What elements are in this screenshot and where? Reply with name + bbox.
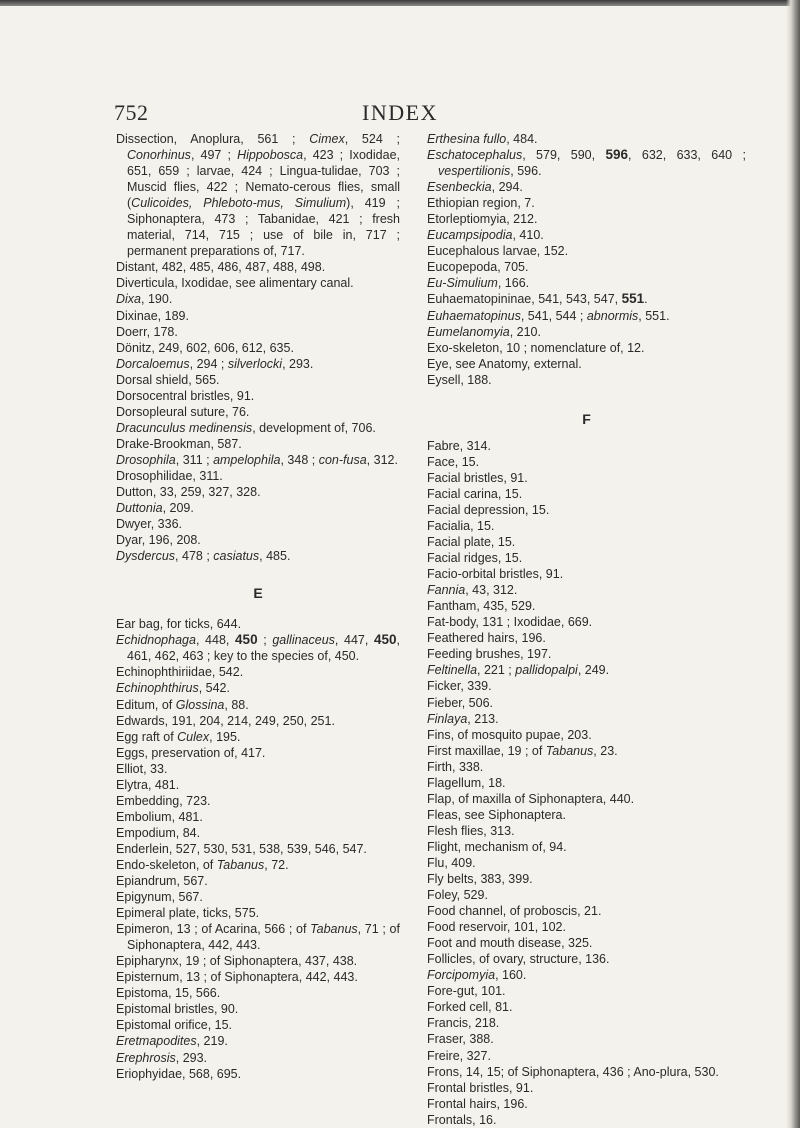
italic-term: Culicoides, Phleboto-mus, Simulium — [131, 196, 347, 211]
index-entry — [427, 550, 746, 566]
bold-page-ref: 450 — [235, 632, 258, 648]
entry-text: Drake-Brookman, 587. — [116, 436, 242, 451]
italic-term: gallinaceus — [272, 633, 335, 648]
entry-text: Facial carina, 15. — [427, 486, 523, 501]
entry-text: Dyar, 196, 208. — [116, 533, 201, 548]
index-entry — [116, 1017, 400, 1033]
entry-text: , 210. — [509, 324, 541, 339]
index-entry — [116, 616, 400, 632]
entry-text: Embedding, 723. — [116, 793, 211, 808]
index-entry — [427, 179, 746, 195]
entry-text: Flu, 409. — [427, 855, 476, 870]
index-entry — [116, 1033, 400, 1049]
entry-text: Echinophthiriidae, 542. — [116, 665, 244, 680]
entry-text: , 410. — [512, 228, 544, 243]
index-entry — [427, 470, 746, 486]
entry-text: , 311 ; — [175, 452, 214, 467]
entry-text: Distant, 482, 485, 486, 487, 488, 498. — [116, 260, 326, 275]
entry-text: Ficker, 339. — [427, 679, 492, 694]
entry-text: , 485. — [259, 549, 291, 564]
entry-text: , 43, 312. — [465, 583, 518, 598]
entry-text: Follicles, of ovary, structure, 136. — [427, 952, 610, 967]
index-entry — [427, 1080, 746, 1096]
entry-text: First maxillae, 19 ; of — [427, 743, 546, 758]
entry-text: Eysell, 188. — [427, 372, 492, 387]
index-entry — [427, 919, 746, 935]
entry-text: , 166. — [497, 276, 530, 291]
bold-page-ref: 450 — [374, 632, 397, 648]
index-entry — [427, 243, 746, 259]
index-entry — [116, 857, 400, 873]
italic-term: Dixa — [116, 292, 142, 307]
index-entry — [427, 967, 746, 983]
index-entry — [116, 548, 400, 564]
index-entry — [427, 147, 746, 179]
index-entry — [427, 486, 746, 502]
index-entry — [427, 903, 746, 919]
entry-text: Diverticula, Ixodidae, see alimentary canal. — [116, 276, 354, 291]
index-entry — [427, 855, 746, 871]
index-entry — [116, 404, 400, 420]
entry-text: Food reservoir, 101, 102. — [427, 920, 566, 935]
entry-text: Doerr, 178. — [116, 324, 178, 339]
italic-term: Dorcaloemus — [116, 356, 190, 371]
entry-text: , 71 ; of Siphonaptera, 442, 443. — [127, 922, 400, 953]
entry-text: Etorleptiomyia, 212. — [427, 212, 538, 227]
entry-text: , 524 ; — [344, 132, 400, 146]
index-entry — [427, 275, 746, 291]
entry-text: , 541, 544 ; — [520, 308, 587, 323]
italic-term: abnormis — [586, 308, 639, 323]
italic-term: Drosophila — [116, 452, 176, 467]
page-top-edge-shadow — [0, 0, 800, 6]
entry-text: , 461, 462, 463 ; key to the species of, 450. — [127, 633, 401, 664]
entry-text: Eye, see Anatomy, external. — [427, 356, 582, 371]
index-entry — [427, 662, 746, 678]
entry-text: Dorsopleural suture, 76. — [116, 404, 250, 419]
index-entry — [116, 809, 400, 825]
entry-text: Episternum, 13 ; of Siphonaptera, 442, 443. — [116, 970, 358, 985]
entry-text: Eriophyidae, 568, 695. — [116, 1066, 242, 1081]
entry-text: , 447, — [334, 633, 375, 648]
index-entry — [427, 759, 746, 775]
index-entry — [116, 420, 400, 436]
index-entry — [427, 1112, 746, 1128]
entry-text: Facial depression, 15. — [427, 502, 550, 517]
index-entry — [116, 131, 400, 259]
entry-text: ; — [257, 633, 273, 648]
entry-text: Frons, 14, 15; of Siphonaptera, 436 ; Ano-plura, 530. — [427, 1064, 719, 1079]
index-entry — [427, 308, 746, 324]
index-entry — [116, 516, 400, 532]
entry-text: Flight, mechanism of, 94. — [427, 839, 567, 854]
entry-text: , 190. — [141, 292, 173, 307]
entry-text: Fraser, 388. — [427, 1032, 494, 1047]
index-entry — [116, 532, 400, 548]
entry-text: , 348 ; — [280, 452, 319, 467]
entry-text: Egg raft of — [116, 729, 178, 744]
entry-text: Foot and mouth disease, 325. — [427, 936, 593, 951]
index-entry — [427, 630, 746, 646]
entry-text: Epistoma, 15, 566. — [116, 986, 221, 1001]
entry-text: Eggs, preservation of, 417. — [116, 745, 266, 760]
italic-term: Glossina — [175, 697, 225, 712]
index-entry — [427, 775, 746, 791]
entry-text: Frontal hairs, 196. — [427, 1096, 528, 1111]
italic-term: Eschatocephalus — [427, 148, 523, 163]
index-entry — [116, 841, 400, 857]
italic-term: Cimex — [309, 132, 345, 146]
entry-text: , 484. — [506, 132, 538, 146]
entry-text: Facio-orbital bristles, 91. — [427, 567, 564, 582]
entry-text: Flesh flies, 313. — [427, 823, 515, 838]
index-entry — [427, 1064, 746, 1080]
index-entry — [116, 713, 400, 729]
italic-term: Tabanus — [310, 922, 358, 937]
entry-text: Freire, 327. — [427, 1048, 491, 1063]
entry-text: Epiandrum, 567. — [116, 874, 208, 889]
index-entry — [116, 324, 400, 340]
entry-text: , 478 ; — [175, 549, 214, 564]
entry-text: Empodium, 84. — [116, 825, 201, 840]
entry-text: Elliot, 33. — [116, 761, 168, 776]
italic-term: Tabanus — [216, 857, 265, 872]
entry-text: Epimeron, 13 ; of Acarina, 566 ; of — [116, 922, 311, 937]
index-entry — [427, 614, 746, 630]
index-entry — [116, 793, 400, 809]
index-entry — [116, 985, 400, 1001]
entry-text: Enderlein, 527, 530, 531, 538, 539, 546, 547. — [116, 841, 367, 856]
section-letter-heading: E — [253, 585, 263, 602]
italic-term: Erthesina fullo — [427, 132, 507, 146]
index-entry — [427, 727, 746, 743]
index-entry — [116, 1066, 400, 1082]
entry-text: Epistomal orifice, 15. — [116, 1018, 233, 1033]
italic-term: Finlaya — [427, 711, 468, 726]
index-entry — [427, 598, 746, 614]
index-entry — [427, 695, 746, 711]
index-entry — [427, 1096, 746, 1112]
index-entry — [116, 953, 400, 969]
entry-text: . — [644, 292, 648, 307]
index-entry — [116, 664, 400, 680]
italic-term: Culex — [177, 729, 210, 744]
index-entry — [116, 308, 400, 324]
italic-term: Eumelanomyia — [427, 324, 510, 339]
index-entry — [427, 356, 746, 372]
index-entry — [427, 646, 746, 662]
italic-term: Eucampsipodia — [427, 228, 513, 243]
index-entry — [427, 438, 746, 454]
entry-text: Dissection, Anoplura, 561 ; — [116, 132, 310, 146]
entry-text: , 293. — [175, 1050, 208, 1065]
index-entry — [116, 372, 400, 388]
entry-text: , 293. — [282, 356, 314, 371]
entry-text: Exo-skeleton, 10 ; nomenclature of, 12. — [427, 340, 645, 355]
entry-text: , 579, 590, — [522, 148, 606, 163]
entry-text: , 221 ; — [477, 663, 516, 678]
italic-term: silverlocki — [227, 356, 283, 371]
entry-text: , 632, 633, 640 ; — [628, 148, 746, 163]
italic-term: Hippobosca — [237, 148, 304, 163]
index-entry — [116, 889, 400, 905]
entry-text: , 213. — [467, 711, 499, 726]
index-entry — [427, 791, 746, 807]
entry-text: Fins, of mosquito pupae, 203. — [427, 727, 592, 742]
index-entry — [427, 823, 746, 839]
italic-term: Echidnophaga — [116, 633, 196, 648]
index-entry — [427, 340, 746, 356]
index-entry — [427, 711, 746, 727]
italic-term: ampelophila — [213, 452, 281, 467]
entry-text: , 160. — [495, 968, 527, 983]
entry-text: Edwards, 191, 204, 214, 249, 250, 251. — [116, 713, 335, 728]
index-entry — [427, 324, 746, 340]
entry-text: , 312. — [366, 452, 398, 467]
entry-text: , 195. — [209, 729, 241, 744]
index-entry — [427, 839, 746, 855]
italic-term: Fannia — [427, 583, 466, 598]
entry-text: Facial ridges, 15. — [427, 551, 523, 566]
entry-text: Embolium, 481. — [116, 809, 203, 824]
index-entry — [116, 468, 400, 484]
index-entry — [116, 921, 400, 953]
italic-term: vespertilionis — [438, 164, 511, 179]
section-letter-heading: F — [582, 410, 591, 427]
entry-text: Elytra, 481. — [116, 777, 180, 792]
italic-term: Dracunculus medinensis — [116, 420, 253, 435]
index-entry — [116, 452, 400, 468]
index-entry — [116, 729, 400, 745]
entry-text: Francis, 218. — [427, 1016, 500, 1031]
index-entry — [116, 259, 400, 275]
index-entry — [116, 825, 400, 841]
entry-text: Fieber, 506. — [427, 695, 494, 710]
index-entry — [116, 436, 400, 452]
entry-text: , 72. — [264, 857, 289, 872]
entry-text: Facial bristles, 91. — [427, 470, 528, 485]
entry-text: Dwyer, 336. — [116, 517, 183, 532]
entry-text: Fore-gut, 101. — [427, 984, 506, 999]
index-entry — [116, 275, 400, 291]
entry-text: , 551. — [638, 308, 670, 323]
index-entry — [116, 632, 400, 664]
entry-text: Firth, 338. — [427, 759, 484, 774]
entry-text: Frontals, 16. — [427, 1112, 497, 1127]
italic-term: Tabanus — [545, 743, 594, 758]
index-entry — [116, 745, 400, 761]
index-entry — [427, 999, 746, 1015]
index-entry — [427, 211, 746, 227]
entry-text: Endo-skeleton, of — [116, 857, 217, 872]
italic-term: Forcipomyia — [427, 968, 496, 983]
index-entry — [427, 259, 746, 275]
entry-text: Fat-body, 131 ; Ixodidae, 669. — [427, 615, 593, 630]
entry-text: Editum, of — [116, 697, 176, 712]
italic-term: Esenbeckia — [427, 180, 492, 195]
index-entry — [427, 291, 746, 307]
running-head: INDEX — [362, 100, 438, 125]
entry-text: Euhaematopininae, 541, 543, 547, — [427, 292, 622, 307]
bold-page-ref: 596 — [605, 147, 629, 163]
entry-text: Food channel, of proboscis, 21. — [427, 904, 602, 919]
entry-text: , development of, 706. — [252, 420, 376, 435]
entry-text: , 219. — [196, 1034, 228, 1049]
entry-text: Forked cell, 81. — [427, 1000, 513, 1015]
index-entry — [116, 777, 400, 793]
index-entry — [427, 195, 746, 211]
entry-text: Dorsocentral bristles, 91. — [116, 388, 255, 403]
index-entry — [427, 951, 746, 967]
entry-text: , 294. — [491, 180, 523, 195]
index-entry — [427, 566, 746, 582]
italic-term: Feltinella — [427, 663, 478, 678]
entry-text: Fly belts, 383, 399. — [427, 872, 533, 887]
index-entry — [427, 1031, 746, 1047]
entry-text: Drosophilidae, 311. — [116, 468, 223, 483]
entry-text: Feeding brushes, 197. — [427, 647, 552, 662]
entry-text: Dorsal shield, 565. — [116, 372, 220, 387]
entry-text: Epimeral plate, ticks, 575. — [116, 906, 260, 921]
entry-text: Frontal bristles, 91. — [427, 1080, 534, 1095]
index-entry — [427, 131, 746, 147]
index-entry — [427, 871, 746, 887]
entry-text: Dönitz, 249, 602, 606, 612, 635. — [116, 340, 294, 355]
index-entry — [427, 372, 746, 388]
index-entry — [427, 518, 746, 534]
index-entry — [116, 969, 400, 985]
index-entry — [116, 697, 400, 713]
entry-text: Face, 15. — [427, 454, 480, 469]
index-entry — [116, 356, 400, 372]
index-entry — [427, 1048, 746, 1064]
entry-text: , 448, — [195, 633, 236, 648]
entry-text: Epipharynx, 19 ; of Siphonaptera, 437, 438. — [116, 954, 358, 969]
entry-text: Fleas, see Siphonaptera. — [427, 807, 566, 822]
index-entry — [116, 500, 400, 516]
entry-text: Ethiopian region, 7. — [427, 196, 535, 211]
entry-text: ), 419 ; Siphonaptera, 473 ; Tabanidae, 421 ; fresh material, 714, 715 ; use of bile in, 717 ; permanent preparations of, 717. — [127, 196, 400, 259]
entry-text: , 294 ; — [189, 356, 228, 371]
index-entry — [427, 1015, 746, 1031]
italic-term: Eu-Simulium — [427, 276, 498, 291]
index-entry — [427, 534, 746, 550]
italic-term: Duttonia — [116, 501, 163, 516]
italic-term: casiatus — [213, 549, 260, 564]
entry-text: Eucephalous larvae, 152. — [427, 244, 569, 259]
index-entry — [116, 905, 400, 921]
index-entry — [116, 484, 400, 500]
entry-text: , 23. — [593, 743, 618, 758]
entry-text: , 88. — [224, 697, 249, 712]
entry-text: Ear bag, for ticks, 644. — [116, 617, 242, 632]
entry-text: , 497 ; — [190, 148, 238, 163]
page-number: 752 — [114, 100, 149, 125]
italic-term: Echinophthirus — [116, 681, 199, 696]
index-entry — [427, 227, 746, 243]
entry-text: Facial plate, 15. — [427, 535, 516, 550]
index-entry — [116, 680, 400, 696]
bold-page-ref: 551 — [621, 291, 645, 307]
entry-text: , 542. — [198, 681, 230, 696]
entry-text: Foley, 529. — [427, 888, 488, 903]
entry-text: Flagellum, 18. — [427, 775, 506, 790]
index-entry — [427, 887, 746, 903]
entry-text: Facialia, 15. — [427, 518, 495, 533]
entry-text: Fabre, 314. — [427, 438, 491, 453]
italic-term: Erephrosis — [116, 1050, 176, 1065]
index-entry — [427, 743, 746, 759]
italic-term: Eretmapodites — [116, 1034, 197, 1049]
index-entry — [116, 761, 400, 777]
index-entry — [427, 935, 746, 951]
index-entry — [116, 873, 400, 889]
index-entry — [427, 807, 746, 823]
entry-text: Flap, of maxilla of Siphonaptera, 440. — [427, 791, 635, 806]
index-entry — [116, 388, 400, 404]
index-entry — [116, 1001, 400, 1017]
entry-text: , 209. — [162, 501, 194, 516]
entry-text: Epistomal bristles, 90. — [116, 1002, 239, 1017]
index-entry — [116, 291, 400, 307]
index-column-left — [116, 131, 400, 1082]
entry-text: Fantham, 435, 529. — [427, 599, 536, 614]
entry-text: , 596. — [510, 164, 542, 179]
entry-text: Dutton, 33, 259, 327, 328. — [116, 485, 261, 500]
index-entry — [427, 983, 746, 999]
italic-term: pallidopalpi — [515, 663, 578, 678]
italic-term: con-fusa — [318, 452, 367, 467]
index-column-right — [427, 131, 746, 1128]
italic-term: Euhaematopinus — [427, 308, 521, 323]
entry-text: Epigynum, 567. — [116, 890, 203, 905]
index-entry — [427, 454, 746, 470]
index-entry — [116, 340, 400, 356]
entry-text: Dixinae, 189. — [116, 308, 189, 323]
index-entry — [116, 1050, 400, 1066]
entry-text: Feathered hairs, 196. — [427, 631, 546, 646]
page-right-edge-shadow — [786, 0, 800, 1128]
entry-text: , 423 ; Ixodidae, 651, 659 ; larvae, 424 ; Lingua-tulidae, 703 ; Muscid flies, 422 ; Nemato-cerous flies, small ( — [127, 148, 400, 211]
entry-text: , 249. — [577, 663, 610, 678]
entry-text: Eucopepoda, 705. — [427, 260, 529, 275]
index-entry — [427, 678, 746, 694]
italic-term: Conorhinus — [127, 148, 191, 163]
index-entry — [427, 582, 746, 598]
index-entry — [427, 502, 746, 518]
italic-term: Dysdercus — [116, 549, 176, 564]
